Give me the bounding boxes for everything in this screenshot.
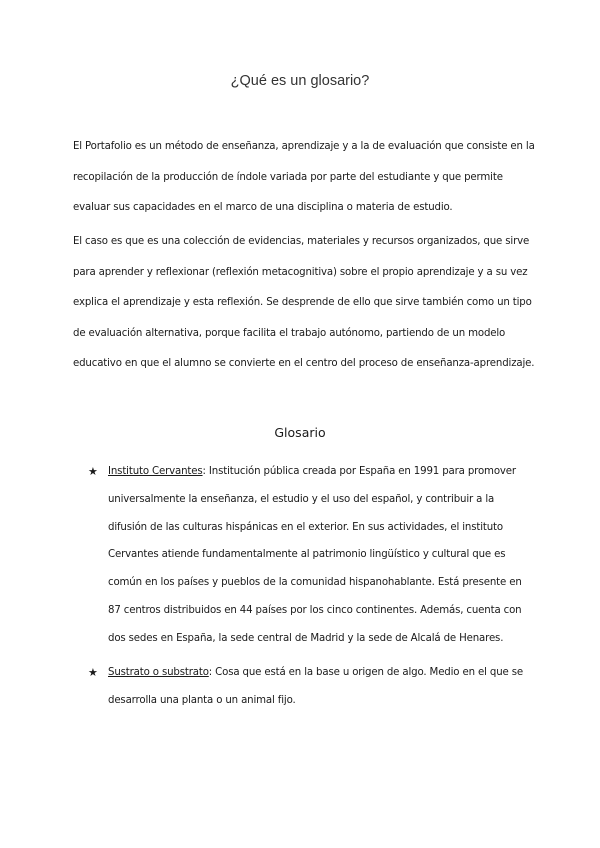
paragraph-line: recopilación de la producción de índole variada por parte del estudiante y que permite bbox=[73, 171, 503, 183]
paragraph-line: evaluar sus capacidades en el marco de una disciplina o materia de estudio. bbox=[73, 202, 453, 214]
star-bullet-icon: ★ bbox=[88, 465, 98, 478]
glossary-term: Instituto Cervantes bbox=[108, 466, 203, 477]
glossary-title: Glosario bbox=[274, 425, 326, 440]
glossary-line: común en los países y pueblos de la comunidad hispanohablante. Está presente en bbox=[108, 577, 522, 589]
paragraph-line: para aprender y reflexionar (reflexión metacognitiva) sobre el propio aprendizaje y a su vez bbox=[73, 266, 528, 278]
glossary-line: Cervantes atiende fundamentalmente al patrimonio lingüístico y cultural que es bbox=[108, 549, 506, 561]
paragraph-line: de evaluación alternativa, porque facilita el trabajo autónomo, partiendo de un modelo bbox=[73, 327, 506, 339]
star-bullet-icon: ★ bbox=[88, 666, 98, 679]
glossary-line: desarrolla una planta o un animal fijo. bbox=[108, 694, 296, 706]
glossary-entry-text bbox=[108, 659, 538, 715]
glossary-line: difusión de las culturas hispánicas en el exterior. En sus actividades, el instituto bbox=[108, 521, 503, 533]
glossary-entry-first-line bbox=[108, 458, 538, 486]
paragraph-2 bbox=[73, 227, 543, 380]
glossary-entry-first-line bbox=[108, 659, 538, 687]
glossary-term: Sustrato o substrato bbox=[108, 667, 209, 678]
paragraph-line: explica el aprendizaje y esta reflexión. Se desprende de ello que sirve también como un tipo bbox=[73, 297, 532, 309]
paragraph-1 bbox=[73, 132, 543, 224]
paragraph-line: El caso es que es una colección de evidencias, materiales y recursos organizados, que sirve bbox=[73, 236, 530, 247]
glossary-entry-text bbox=[108, 458, 538, 653]
paragraph-line: El Portafolio es un método de enseñanza, aprendizaje y a la de evaluación que consiste en la bbox=[73, 141, 535, 152]
paragraph-line: educativo en que el alumno se convierte en el centro del proceso de enseñanza-aprendizaje. bbox=[73, 358, 535, 370]
glossary-line: dos sedes en España, la sede central de Madrid y la sede de Alcalá de Henares. bbox=[108, 632, 504, 644]
page-title: ¿Qué es un glosario? bbox=[230, 73, 370, 89]
glossary-line: 87 centros distribuidos en 44 países por los cinco continentes. Además, cuenta con bbox=[108, 604, 522, 616]
glossary-definition-start: : Institución pública creada por España en 1991 para promover bbox=[202, 466, 516, 477]
glossary-line: universalmente la enseñanza, el estudio y el uso del español, y contribuir a la bbox=[108, 493, 495, 505]
glossary-definition-start: : Cosa que está en la base u origen de algo. Medio en el que se bbox=[208, 667, 523, 678]
